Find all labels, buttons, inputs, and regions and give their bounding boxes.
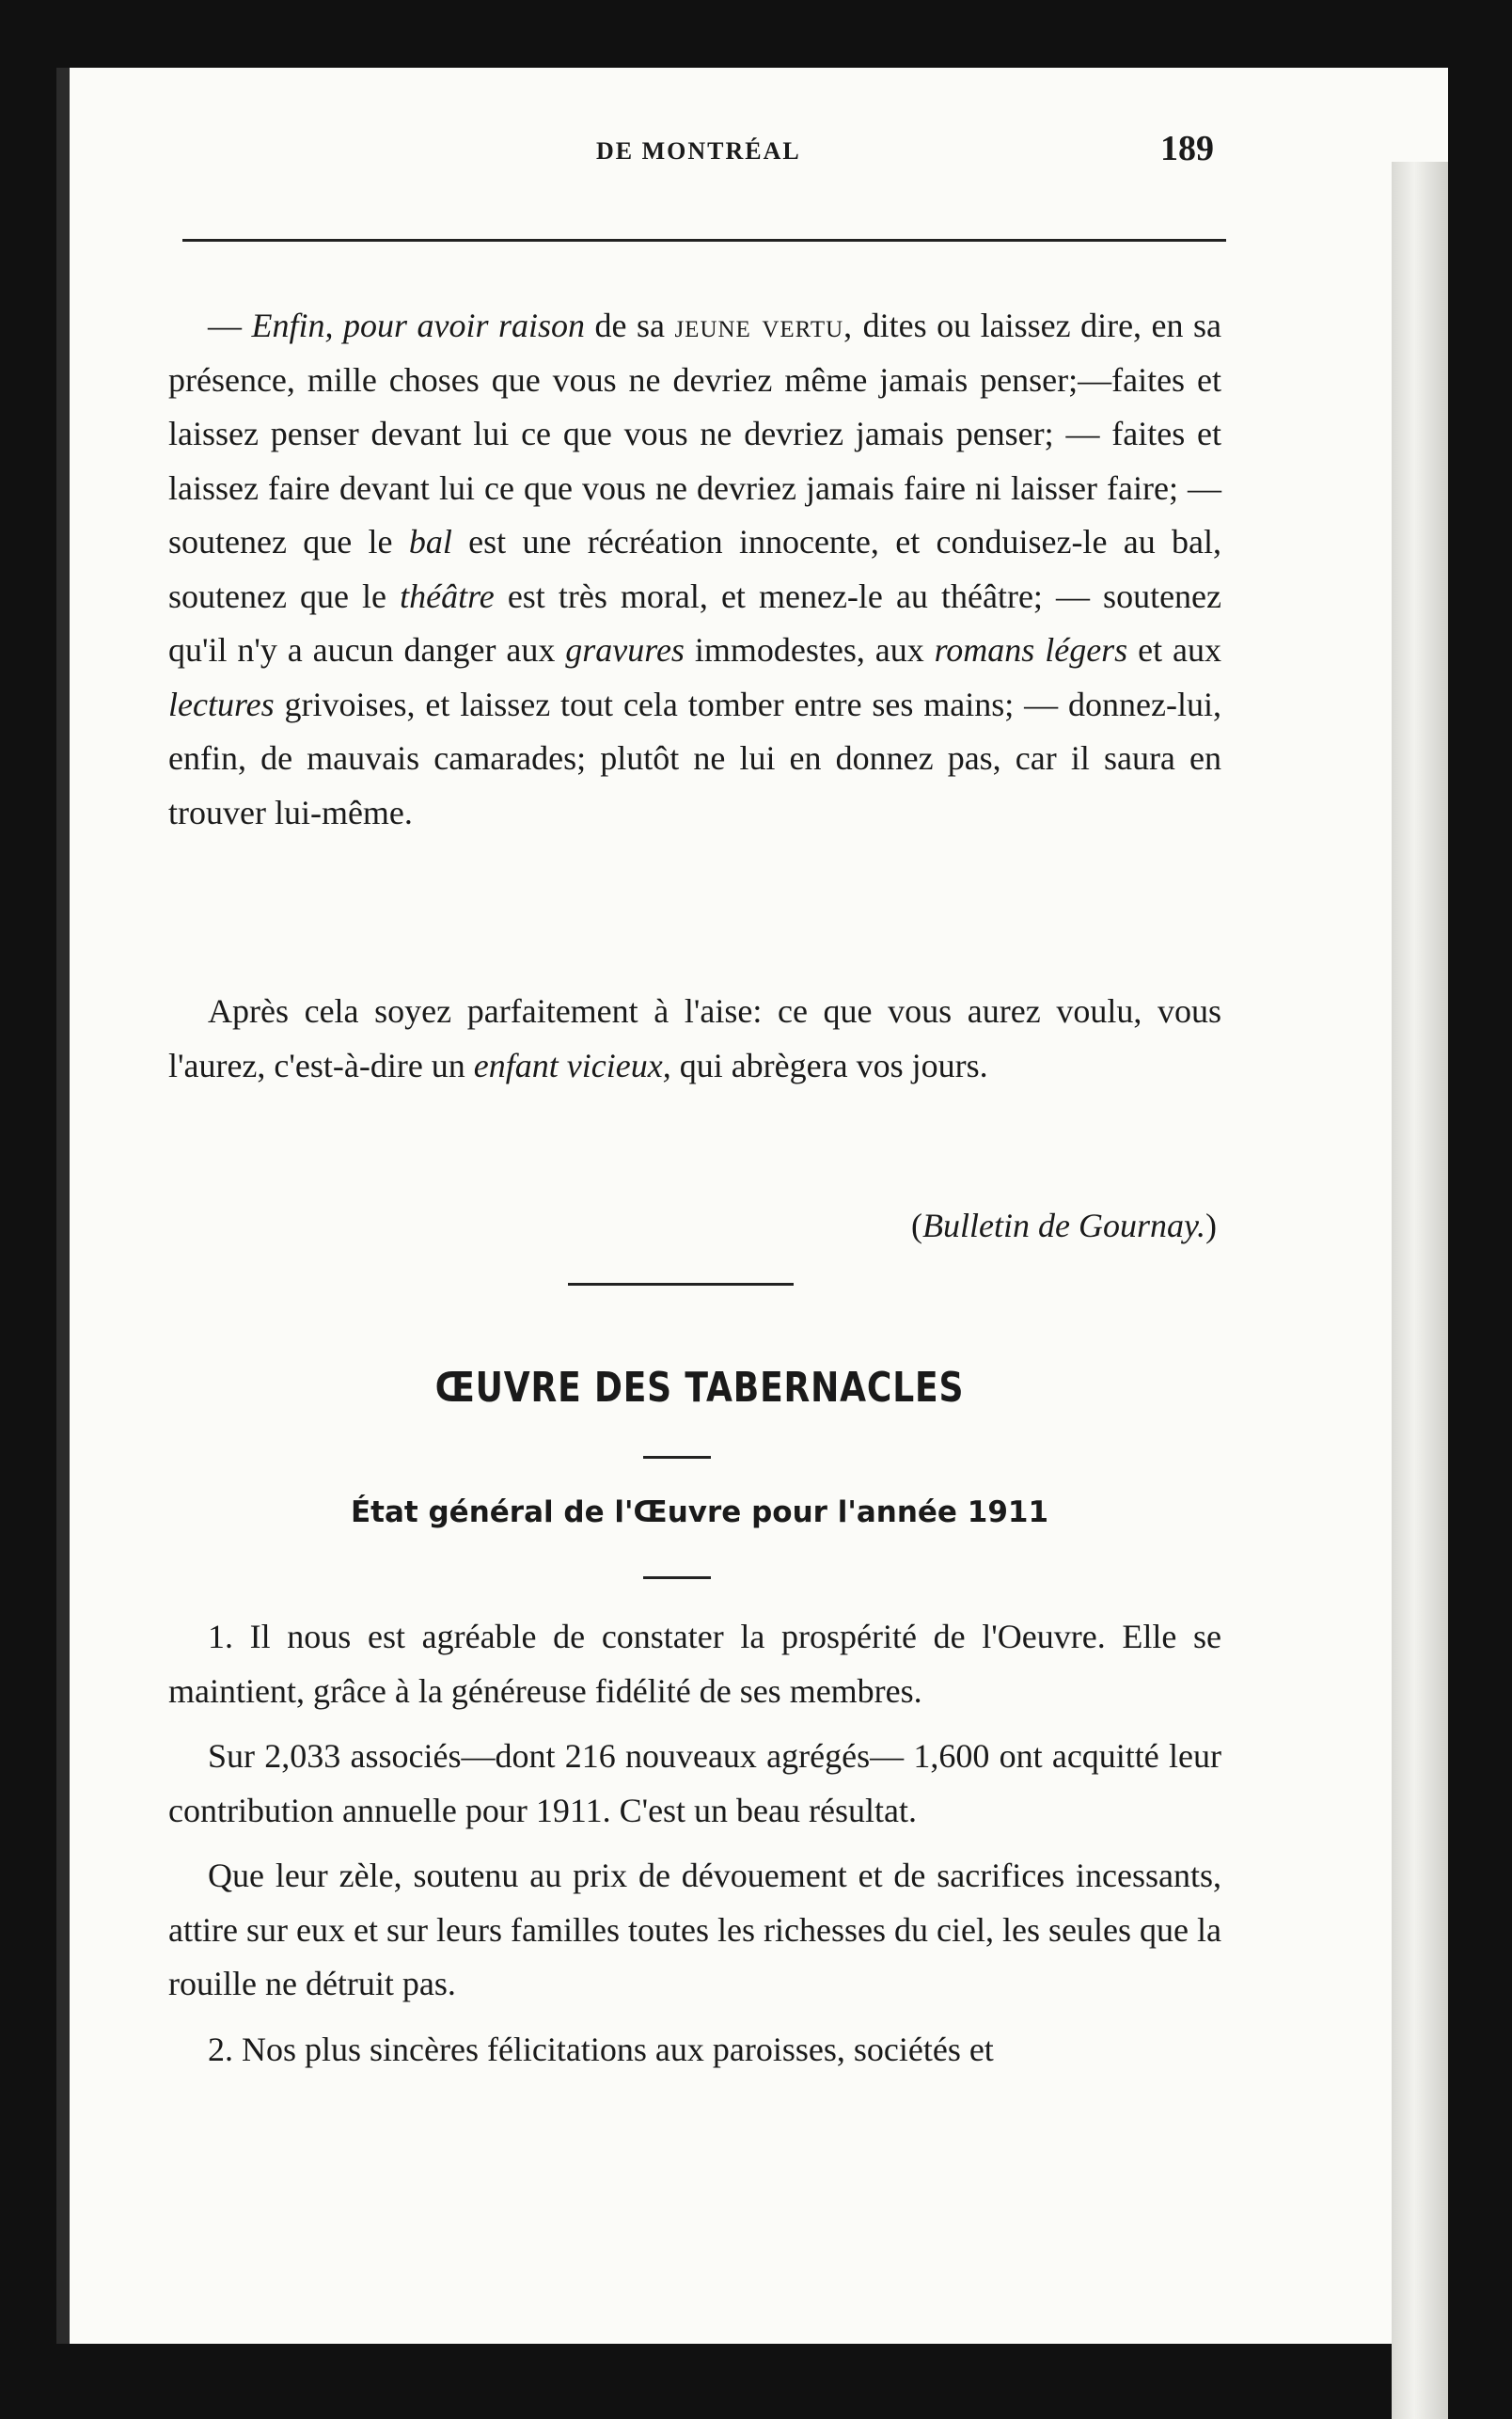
section-subtitle: État général de l'Œuvre pour l'année 1911 [350, 1495, 1049, 1529]
text-run-italic: lectures [168, 685, 275, 723]
report-body [168, 1610, 1221, 2088]
title-rule [643, 1456, 711, 1459]
text-run: et aux [1127, 631, 1221, 669]
text-run: — [208, 307, 252, 344]
text-run: dites ou laissez dire, en sa présence, mille choses que vous ne devriez même jamais penser;—faites et laissez penser devant lui ce que vous ne devriez jamais penser; — faites et laissez faire devant lui ce que vous ne devriez jamais faire ni laisser faire; —soutenez que le [168, 307, 1222, 561]
body-paragraph: 1. Il nous est agréable de constater la prospérité de l'Oeuvre. Elle se maintient, grâce à la généreuse fidélité de ses membres. [168, 1618, 1221, 1710]
section-title: ŒUVRE DES TABERNACLES [434, 1364, 965, 1412]
paragraph-conclusion [168, 966, 1221, 1093]
paragraph-advice [168, 299, 1221, 840]
book-page [56, 68, 1448, 2344]
subtitle-rule [643, 1576, 711, 1579]
text-run-italic: théâtre [400, 577, 495, 615]
text-run-italic: gravures [565, 631, 685, 669]
text-run: qui abrègera vos jours. [670, 1046, 988, 1084]
paren: ) [1205, 1207, 1217, 1244]
header-rule [182, 239, 1226, 242]
text-run-italic: romans légers [934, 631, 1128, 669]
running-header: DE MONTRÉAL [596, 137, 801, 165]
source-name: Bulletin de Gournay. [922, 1207, 1205, 1244]
text-run: de sa [585, 307, 675, 344]
text-run-italic: bal [408, 523, 452, 561]
text-run-italic: Enfin, pour avoir raison [251, 307, 585, 344]
page-edge [1392, 162, 1448, 2419]
text-run-smallcaps: jeune vertu, [674, 307, 854, 344]
text-run: immodestes, aux [684, 631, 935, 669]
text-run-italic: enfant vicieux, [473, 1046, 671, 1084]
text-run: grivoises, et laissez tout cela tomber entre ses mains; — donnez-lui, enfin, de mauvais camarades; plutôt ne lui en donnez pas, car il saura en trouver lui-même. [168, 685, 1221, 831]
text-run: est une récréation innocente, et conduisez-le au bal, soutenez que le [168, 523, 1221, 615]
body-paragraph: Que leur zèle, soutenu au prix de dévouement et de sacrifices incessants, attire sur eux et sur leurs familles toutes les richesses du ciel, les seules que la rouille ne détruit pas. [168, 1857, 1221, 2002]
text-run: Après cela soyez parfaitement à l'aise: ce que vous aurez voulu, vous l'aurez, c'est-à-dire un [168, 992, 1221, 1084]
paren: ( [911, 1207, 923, 1244]
page-number: 189 [1160, 129, 1214, 168]
body-paragraph: 2. Nos plus sincères félicitations aux paroisses, sociétés et [208, 2030, 994, 2068]
source-citation [709, 1206, 1217, 1245]
section-divider [568, 1283, 794, 1286]
text-run: est très moral, et menez-le au théâtre; — soutenez qu'il n'y a aucun danger aux [168, 577, 1222, 669]
body-paragraph: Sur 2,033 associés—dont 216 nouveaux agrégés— 1,600 ont acquitté leur contribution annuelle pour 1911. C'est un beau résultat. [168, 1737, 1221, 1829]
